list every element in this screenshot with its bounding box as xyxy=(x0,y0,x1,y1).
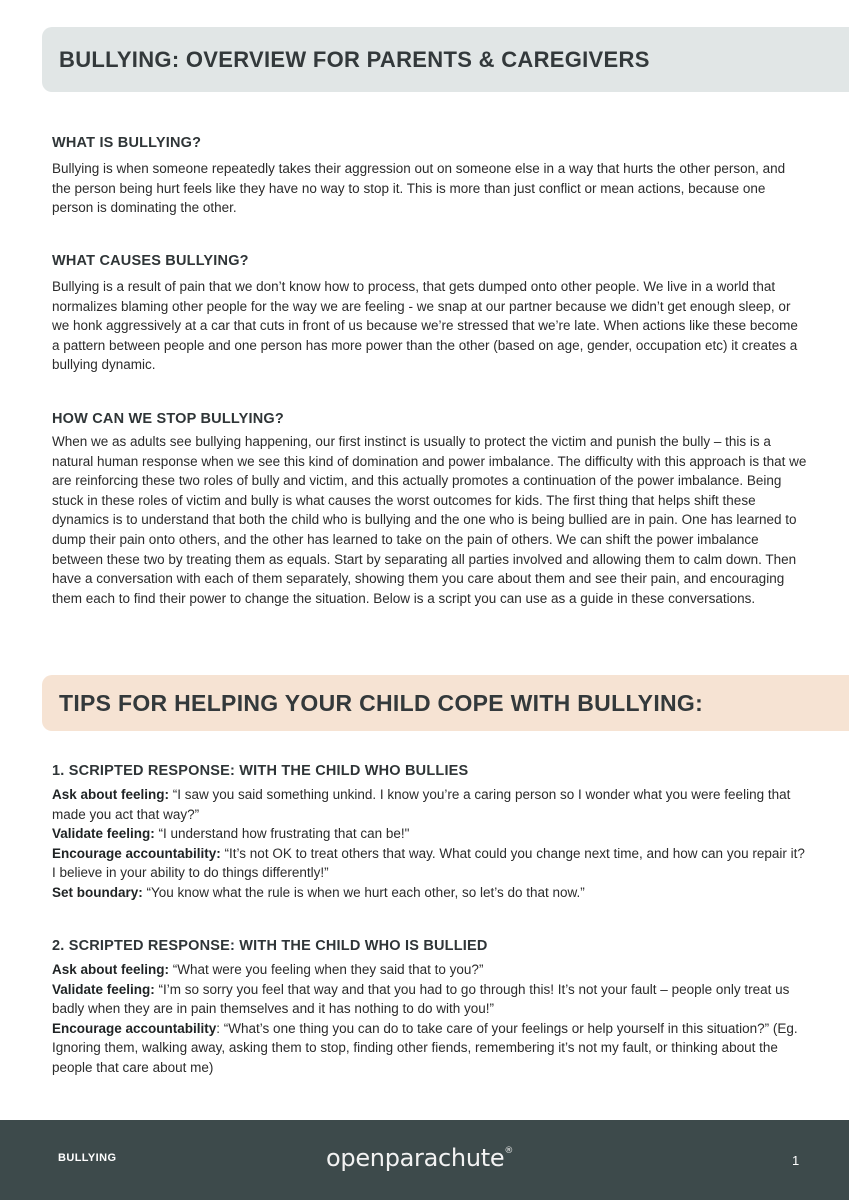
section-body: When we as adults see bullying happening, our first instinct is usually to protect the victim and punish the bully – this is a natural human response when we see this kind of domination and power imbalance. The difficulty with this approach is that we are reinforcing these two roles of bully and victim, and this actually promotes a continuation of the power imbalance. Being stuck in these roles of victim and bully is what causes the worst outcomes for kids. The first thing that helps shift these dynamics is to understand that both the child who is bullying and the one who is being bullied are in pain. One has learned to dump their pain onto others, and the other has learned to take on the pain of others. We can shift the power imbalance between these two by treating them as equals. Start by separating all parties involved and allowing them to calm down. Then have a conversation with each of them separately, showing them you care about them and see their pain, and encouraging them each to find their power to change the situation. Below is a script you can use as a guide in these conversations. xyxy=(52,434,807,606)
script-line-ask-feeling xyxy=(52,960,807,980)
script-child-who-is-bullied xyxy=(52,938,807,1078)
script-line-label: Encourage accountability: xyxy=(52,845,221,861)
registered-mark: ® xyxy=(504,1146,514,1156)
script-line-validate-feeling xyxy=(52,824,807,844)
script-line-label: Encourage accountability xyxy=(52,1020,217,1036)
logo-wordmark: openparachute xyxy=(326,1144,505,1172)
script-line-encourage-accountability xyxy=(52,1019,807,1078)
script-line-text: “You know what the rule is when we hurt each other, so let’s do that now.” xyxy=(142,884,585,900)
page-footer xyxy=(0,1120,849,1200)
script-heading: 2. SCRIPTED RESPONSE: WITH THE CHILD WHO IS BULLIED xyxy=(52,938,488,954)
script-heading: 1. SCRIPTED RESPONSE: WITH THE CHILD WHO BULLIES xyxy=(52,763,469,779)
section-what-is-bullying xyxy=(52,135,807,218)
script-line-text: “I understand how frustrating that can be!" xyxy=(154,826,410,842)
section-body: Bullying is a result of pain that we don’t know how to process, that gets dumped onto other people. We live in a world that normalizes blaming other people for the way we are feeling - we snap at our partner because we didn’t get enough sleep, or we honk aggressively at a car that cuts in front of us because we’re stressed that we’re late. When actions like these become a pattern between people and one person has more power than the other (based on age, gender, occupation etc) it creates a bullying dynamic. xyxy=(52,279,798,373)
script-line-text: “I saw you said something unkind. I know you’re a caring person so I wonder what you were feeling that made you act that way?” xyxy=(52,787,791,822)
script-line-label: Validate feeling: xyxy=(52,981,155,997)
script-line-validate-feeling xyxy=(52,980,807,1019)
openparachute-logo xyxy=(326,1144,513,1172)
script-line-text: : “What’s one thing you can do to take care of your feelings or help yourself in this situation?” (Eg. Ignoring them, walking away, asking them to stop, finding other fiends, remembering it’s not my fault, or thinking about the people that care about me) xyxy=(52,1020,798,1075)
script-line-set-boundary xyxy=(52,883,807,903)
script-line-ask-feeling xyxy=(52,785,807,824)
script-line-text: “I’m so sorry you feel that way and that you had to go through this! It’s not your fault – people only treat us badly when they are in pain themselves and it has nothing to do with you!” xyxy=(52,981,790,1017)
page-number: 1 xyxy=(792,1153,800,1168)
section-heading: WHAT IS BULLYING? xyxy=(52,135,202,151)
tips-banner xyxy=(42,675,849,731)
footer-section-label: BULLYING xyxy=(58,1152,117,1164)
section-heading: HOW CAN WE STOP BULLYING? xyxy=(52,411,284,427)
section-how-can-we-stop-bullying xyxy=(52,411,807,608)
script-line-label: Validate feeling: xyxy=(52,826,155,842)
script-line-label: Ask about feeling: xyxy=(52,962,170,977)
script-line-text: “What were you feeling when they said that to you?” xyxy=(169,962,484,977)
section-body: Bullying is when someone repeatedly takes their aggression out on someone else in a way that hurts the other person, and the person being hurt feels like they have no way to stop it. This is more than just conflict or mean actions, because one person is dominating the other. xyxy=(52,161,786,216)
section-heading: WHAT CAUSES BULLYING? xyxy=(52,253,249,269)
script-line-label: Set boundary: xyxy=(52,884,143,900)
tips-title: TIPS FOR HELPING YOUR CHILD COPE WITH BULLYING: xyxy=(59,689,704,716)
script-child-who-bullies xyxy=(52,763,807,903)
script-line-text: “It’s not OK to treat others that way. What could you change next time, and how can you repair it? I believe in your ability to do things differently!” xyxy=(52,845,805,881)
page-title: BULLYING: OVERVIEW FOR PARENTS & CAREGIVERS xyxy=(59,46,650,72)
section-what-causes-bullying xyxy=(52,253,807,375)
page-title-banner xyxy=(42,27,849,92)
script-line-label: Ask about feeling: xyxy=(52,787,170,802)
script-line-encourage-accountability xyxy=(52,844,807,883)
